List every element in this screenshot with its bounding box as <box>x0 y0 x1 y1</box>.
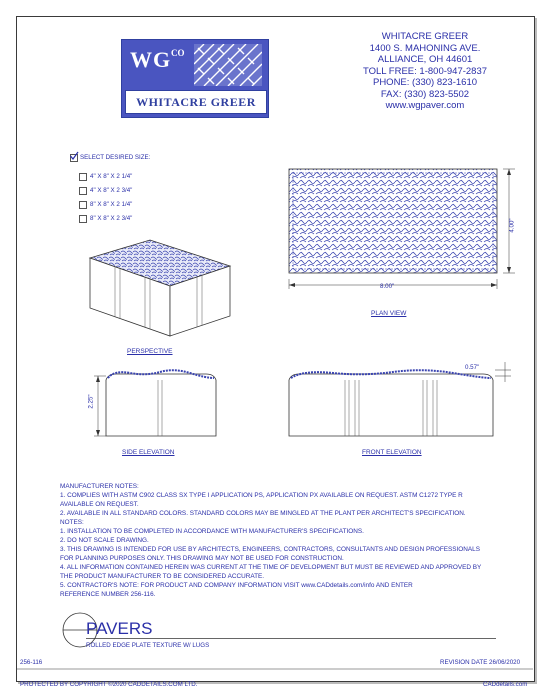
notes-line: 2. DO NOT SCALE DRAWING. <box>60 537 149 544</box>
plan-width-dim: 8.00" <box>380 283 395 290</box>
size-option-label-4: 8" X 8" X 2 3/4" <box>90 215 133 222</box>
front-elevation-drawing <box>283 362 513 442</box>
logo-name: WHITACRE GREER <box>136 95 256 109</box>
side-elevation-drawing <box>87 362 220 442</box>
notes-line: 3. THIS DRAWING IS INTENDED FOR USE BY ARCHITECTS, ENGINEERS, CONTRACTORS, CONSULTANTS AND DESIGN PROFESSIONALS <box>60 546 480 553</box>
drawing-subtitle: ROLLED EDGE PLATE TEXTURE W/ LUGS <box>86 642 210 649</box>
size-option-label-1: 4" X 8" X 2 1/4" <box>90 173 133 180</box>
company-phone: PHONE: (330) 823-1610 <box>372 77 478 88</box>
caddetails-link[interactable]: CADdetails.com <box>483 681 528 688</box>
size-option-label-2: 4" X 8" X 2 3/4" <box>90 187 133 194</box>
company-fax: FAX: (330) 823-5502 <box>380 88 470 100</box>
size-option-checkbox-2[interactable] <box>79 187 87 195</box>
logo-herringbone-pattern <box>194 44 262 86</box>
company-address-block <box>340 31 510 112</box>
side-elevation-label: SIDE ELEVATION <box>122 449 175 456</box>
notes-line: 1. INSTALLATION TO BE COMPLETED IN ACCORDANCE WITH MANUFACTURER'S SPECIFICATIONS. <box>60 528 364 535</box>
size-option-checkbox-1[interactable] <box>79 173 87 181</box>
notes-line: AVAILABLE ON REQUEST. <box>60 501 139 508</box>
company-city: ALLIANCE, OH 44601 <box>377 54 473 65</box>
select-size-heading: SELECT DESIRED SIZE: <box>80 154 151 161</box>
size-option-checkbox-3[interactable] <box>79 201 87 209</box>
title-block-rule <box>17 668 533 670</box>
notes-line: MANUFACTURER NOTES: <box>60 483 139 490</box>
notes-line: 1. COMPLIES WITH ASTM C902 CLASS SX TYPE I APPLICATION PS, APPLICATION PX AVAILABLE ON REQUEST. ASTM C1272 TYPE R <box>60 492 463 499</box>
plan-view-drawing <box>283 163 523 293</box>
size-option-checkbox-4[interactable] <box>79 215 87 223</box>
company-logo <box>121 39 269 118</box>
notes-line: THE PRODUCT MANUFACTURER TO BE CONSIDERED ACCURATE. <box>60 573 265 580</box>
notes-line: NOTES: <box>60 519 84 526</box>
title-underline <box>86 637 496 640</box>
logo-name-band <box>125 90 267 114</box>
side-height-dim: 2.25" <box>87 394 95 409</box>
copyright-notice: PROTECTED BY COPYRIGHT ©2020 CADDETAILS.COM LTD. <box>20 681 198 688</box>
notes-line: 5. CONTRACTOR'S NOTE: FOR PRODUCT AND COMPANY INFORMATION VISIT www.CADdetails.com/info AND ENTER <box>60 582 413 589</box>
perspective-label: PERSPECTIVE <box>127 348 173 355</box>
size-option-label-3: 8" X 8" X 2 1/4" <box>90 201 133 208</box>
front-lug-dim: 0.57" <box>465 364 480 371</box>
front-elevation-label: FRONT ELEVATION <box>362 449 422 456</box>
perspective-drawing <box>85 238 235 343</box>
reference-number: 256-116 <box>20 659 43 666</box>
company-toll-free: TOLL FREE: 1-800-947-2837 <box>362 65 488 77</box>
logo-initials: WG <box>130 47 172 72</box>
revision-date: REVISION DATE 26/06/2020 <box>440 659 521 666</box>
company-name: WHITACRE GREER <box>381 31 469 42</box>
notes-line: REFERENCE NUMBER 256-116. <box>60 591 156 598</box>
company-website: www.wgpaver.com <box>385 100 465 111</box>
drawing-title: PAVERS <box>86 619 153 638</box>
notes-line: 4. ALL INFORMATION CONTAINED HEREIN WAS CURRENT AT THE TIME OF DEVELOPMENT BUT MUST BE REVIEWED AND APPROVED BY <box>60 564 482 571</box>
logo-co: CO <box>171 48 185 58</box>
company-street: 1400 S. MAHONING AVE. <box>369 42 481 54</box>
notes-line: FOR PLANNING PURPOSES ONLY. THIS DRAWING MAY NOT BE USED FOR CONSTRUCTION. <box>60 555 344 562</box>
plan-height-dim: 4.00" <box>508 218 516 233</box>
notes-block <box>60 482 520 599</box>
plan-view-label: PLAN VIEW <box>371 310 407 317</box>
notes-line: 2. AVAILABLE IN ALL STANDARD COLORS. STANDARD COLORS MAY BE MINGLED AT THE PLANT PER ARCHITECT'S SPECIFICATION. <box>60 510 466 517</box>
check-mark-icon <box>69 151 79 161</box>
